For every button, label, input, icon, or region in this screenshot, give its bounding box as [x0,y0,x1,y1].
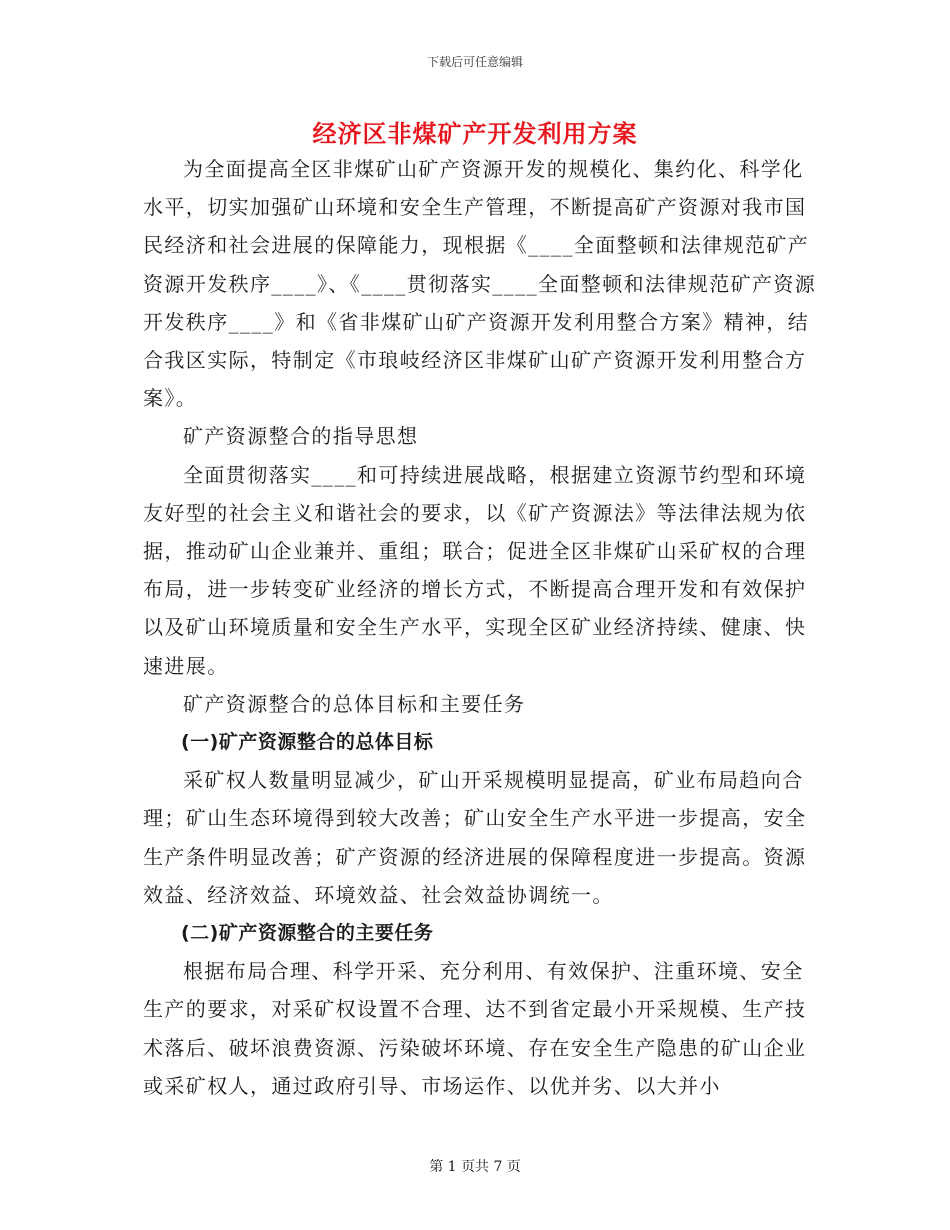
paragraph-main-tasks: 根据布局合理、科学开采、充分利用、有效保护、注重环境、安全生产的要求，对采矿权设置不合理、达不到省定最小开采规模、生产技术落后、破坏浪费资源、污染破坏环境、存在安全生产隐患的矿山企业或采矿权人，通过政府引导、市场运作、以优并劣、以大并小 [143,959,807,1098]
paragraph-guiding-idea: 全面贯彻落实____和可持续进展战略，根据建立资源节约型和环境友好型的社会主义和谐社会的要求，以《矿产资源法》等法律法规为依据，推动矿山企业兼并、重组；联合；促进全区非煤矿山采矿权的合理布局，进一步转变矿业经济的增长方式，不断提高合理开发和有效保护以及矿山环境质量和安全生产水平，实现全区矿业经济持续、健康、快速进展。 [143,462,807,678]
paragraph-overall-goal: 采矿权人数量明显减少，矿山开采规模明显提高，矿业布局趋向合理；矿山生态环境得到较大改善；矿山安全生产水平进一步提高，安全生产条件明显改善；矿产资源的经济进展的保障程度进一步提高。资源效益、经济效益、环境效益、社会效益协调统一。 [143,768,807,907]
section-heading-goals-tasks: 矿产资源整合的总体目标和主要任务 [183,691,526,716]
paragraph-intro: 为全面提高全区非煤矿山矿产资源开发的规模化、集约化、科学化水平，切实加强矿山环境和安全生产管理，不断提高矿产资源对我市国民经济和社会进展的保障能力，现根据《____全面整顿和法律规范矿产资源开发秩序____》、《____贯彻落实____全面整顿和法律规范矿产资源开发秩序____》和《省非煤矿山矿产资源开发利用整合方案》精神，结合我区实际，特制定《市琅岐经济区非煤矿山矿产资源开发利用整合方案》。 [143,157,817,411]
document-body [143,150,823,1105]
section-heading-guiding-idea: 矿产资源整合的指导思想 [183,424,419,449]
document-title: 经济区非煤矿产开发利用方案 [312,119,638,148]
page-header: 下载后可任意编辑 [426,55,523,69]
subheading-main-tasks: (二)矿产资源整合的主要任务 [181,922,434,945]
subheading-overall-goal: (一)矿产资源整合的总体目标 [181,731,434,754]
page-footer: 第 1 页共 7 页 [429,1159,521,1175]
